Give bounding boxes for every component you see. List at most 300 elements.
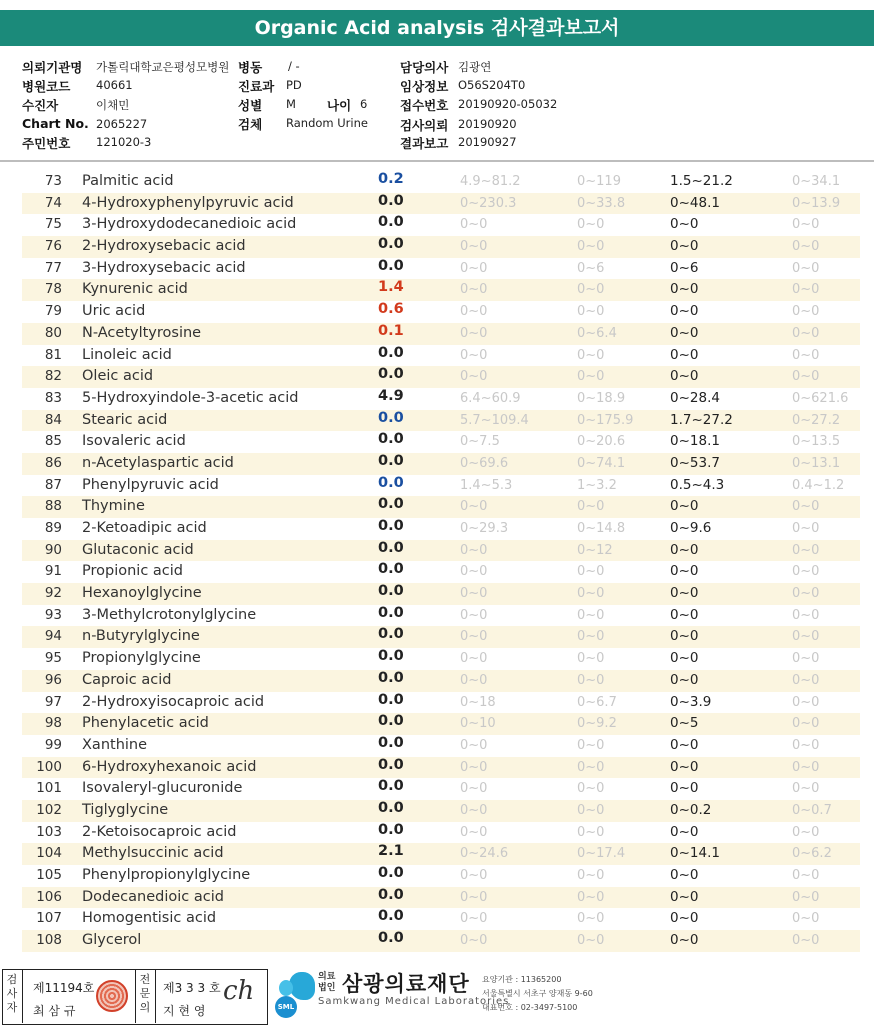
org-prefix-line1: 의료	[318, 972, 336, 982]
reference-range-2: 0~6.7	[577, 694, 617, 710]
org-prefix-line2: 법인	[318, 983, 336, 993]
reference-range-3: 0~0	[670, 498, 699, 515]
reference-range-4: 0~0	[792, 781, 820, 797]
reference-range-4: 0~0	[792, 304, 820, 320]
reference-range-3: 0~0	[670, 238, 699, 255]
reference-range-4: 0~0	[792, 369, 820, 385]
analyte-name: Caproic acid	[82, 671, 172, 688]
signature-box	[2, 969, 268, 1025]
analyte-name: Uric acid	[82, 303, 146, 320]
table-row	[22, 236, 860, 258]
reference-range-4: 0~0	[792, 716, 820, 732]
reference-range-3: 0~0	[670, 324, 699, 341]
receipt-label: 접수번호	[400, 98, 449, 113]
reference-range-2: 0~0	[577, 759, 605, 775]
result-value: 0.0	[378, 669, 404, 686]
reference-range-1: 0~0	[460, 889, 488, 905]
reference-range-3: 0~0	[670, 541, 699, 558]
row-number: 75	[44, 216, 62, 233]
reference-range-1: 0~0	[460, 260, 488, 276]
reference-range-4: 0~0	[792, 759, 820, 775]
reference-range-2: 0~0	[577, 889, 605, 905]
row-number: 91	[44, 563, 62, 580]
reference-range-3: 0~0	[670, 671, 699, 688]
row-number: 74	[44, 194, 62, 211]
reference-range-1: 0~0	[460, 759, 488, 775]
reference-range-2: 0~0	[577, 217, 605, 233]
result-value: 0.2	[378, 171, 404, 187]
reference-range-2: 0~0	[577, 651, 605, 667]
reference-range-2: 0~0	[577, 564, 605, 580]
divider	[22, 970, 23, 1023]
table-row	[22, 279, 860, 301]
row-number: 80	[44, 324, 62, 341]
reference-range-2: 0~6.4	[577, 325, 617, 341]
analyte-name: n-Acetylaspartic acid	[82, 454, 234, 471]
result-value: 0.0	[378, 518, 404, 534]
reference-range-2: 0~14.8	[577, 521, 626, 536]
reference-range-1: 0~230.3	[460, 195, 517, 211]
table-row	[22, 648, 860, 670]
analyte-name: 2-Ketoadipic acid	[82, 520, 207, 536]
row-number: 79	[44, 303, 62, 320]
institution-label: 의뢰기관명	[22, 60, 83, 75]
result-value: 0.0	[378, 257, 404, 274]
table-row	[22, 518, 860, 540]
reference-range-1: 0~0	[460, 607, 488, 623]
result-value: 0.0	[378, 366, 404, 383]
table-row	[22, 930, 860, 952]
reference-range-3: 0~0	[670, 867, 699, 883]
reference-range-1: 0~0	[460, 282, 488, 298]
reference-range-1: 0~10	[460, 716, 496, 732]
org-phone: 대표번호 : 02-3497-5100	[482, 1003, 578, 1012]
result-value: 0.0	[378, 756, 404, 773]
reference-range-4: 0~0	[792, 737, 820, 753]
table-row	[22, 605, 860, 627]
reference-range-3: 0~18.1	[670, 433, 720, 450]
analyte-name: Thymine	[82, 498, 145, 515]
row-number: 88	[44, 498, 62, 515]
analyte-name: Palmitic acid	[82, 173, 174, 189]
logo-badge: SML	[275, 996, 297, 1018]
reference-range-3: 0~53.7	[670, 454, 720, 471]
reference-range-2: 0~9.2	[577, 716, 617, 732]
reference-range-3: 0~0	[670, 563, 699, 580]
reference-range-1: 0~0	[460, 672, 488, 688]
table-row	[22, 626, 860, 648]
dept-value: PD	[286, 78, 302, 92]
table-row	[22, 410, 860, 432]
table-row	[22, 692, 860, 714]
reference-range-4: 0~0	[792, 607, 820, 623]
reference-range-4: 0~0	[792, 282, 820, 298]
table-row	[22, 475, 860, 497]
request-label: 검사의뢰	[400, 118, 449, 133]
official-seal-icon	[96, 980, 128, 1012]
reference-range-1: 0~69.6	[460, 455, 509, 471]
reference-range-2: 0~0	[577, 824, 605, 840]
reference-range-4: 0~0	[792, 347, 820, 363]
result-value: 0.0	[378, 539, 404, 556]
reference-range-2: 0~0	[577, 868, 605, 883]
reference-range-3: 0~0.2	[670, 801, 712, 818]
reference-range-1: 5.7~109.4	[460, 412, 529, 428]
row-number: 104	[36, 845, 62, 862]
reference-range-4: 0~0	[792, 651, 820, 667]
result-value: 0.0	[378, 778, 404, 795]
reference-range-4: 0~0	[792, 672, 820, 688]
result-value: 0.0	[378, 452, 404, 469]
analyte-name: N-Acetyltyrosine	[82, 324, 202, 341]
row-number: 103	[36, 823, 62, 840]
report-label: 결과보고	[400, 136, 449, 151]
reference-range-3: 0~0	[670, 650, 699, 667]
table-row	[22, 865, 860, 887]
doctor-value: 김광연	[458, 60, 492, 74]
analyte-name: Homogentisic acid	[82, 910, 217, 927]
table-row	[22, 735, 860, 757]
reference-range-3: 0~0	[670, 888, 699, 905]
sex-value: M	[286, 97, 296, 111]
table-row	[22, 908, 860, 930]
analyte-name: Oleic acid	[82, 368, 154, 385]
reference-range-2: 0~0	[577, 304, 605, 320]
rrn-label: 주민번호	[22, 136, 71, 151]
reference-range-4: 0~6.2	[792, 846, 832, 862]
table-row	[22, 670, 860, 692]
result-value: 0.0	[378, 799, 404, 816]
reference-range-2: 0~6	[577, 260, 605, 276]
row-number: 98	[44, 715, 62, 732]
org-english-name: Samkwang Medical Laboratories	[318, 996, 510, 1007]
reference-range-3: 1.5~21.2	[670, 173, 733, 189]
result-value: 0.6	[378, 301, 404, 318]
table-row	[22, 453, 860, 475]
specimen-value: Random Urine	[286, 116, 368, 130]
row-number: 92	[44, 585, 62, 602]
reference-range-1: 0~0	[460, 304, 488, 320]
tester-name: 최 삼 규	[33, 1004, 76, 1018]
reference-range-2: 0~0	[577, 672, 605, 688]
analyte-name: Xanthine	[82, 736, 148, 753]
table-row	[22, 301, 860, 323]
reference-range-1: 0~7.5	[460, 434, 500, 450]
reference-range-1: 0~0	[460, 239, 488, 255]
ward-value: / -	[288, 59, 300, 73]
table-row	[22, 345, 860, 367]
result-value: 0.1	[378, 322, 404, 339]
reference-range-3: 0~5	[670, 715, 699, 732]
result-value: 0.0	[378, 604, 404, 621]
report-footer	[0, 962, 874, 1034]
table-row	[22, 757, 860, 779]
row-number: 73	[44, 173, 62, 189]
reference-range-2: 0~0	[577, 781, 605, 797]
reference-range-4: 0~0	[792, 239, 820, 255]
result-value: 0.0	[378, 865, 404, 881]
table-row	[22, 822, 860, 844]
header-divider	[0, 160, 874, 162]
reference-range-4: 0~0	[792, 586, 820, 602]
reference-range-2: 0~0	[577, 239, 605, 255]
reference-range-4: 0~0	[792, 868, 820, 883]
reference-range-3: 0~28.4	[670, 389, 720, 406]
tester-label: 검사자	[6, 973, 18, 1014]
row-number: 78	[44, 281, 62, 298]
patient-label: 수진자	[22, 98, 59, 113]
table-row	[22, 887, 860, 909]
reference-range-3: 0.5~4.3	[670, 476, 725, 493]
result-value: 0.0	[378, 691, 404, 708]
reference-range-1: 0~0	[460, 781, 488, 797]
request-value: 20190920	[458, 117, 517, 131]
analyte-name: 3-Hydroxydodecanedioic acid	[82, 216, 297, 233]
reference-range-1: 0~0	[460, 802, 488, 818]
reference-range-1: 0~0	[460, 217, 488, 233]
reference-range-4: 0~0	[792, 325, 820, 341]
analyte-name: Phenylpyruvic acid	[82, 476, 219, 493]
reference-range-3: 0~0	[670, 585, 699, 602]
analyte-name: Glutaconic acid	[82, 541, 194, 558]
reference-range-3: 0~0	[670, 346, 699, 363]
table-row	[22, 496, 860, 518]
reference-range-3: 0~48.1	[670, 194, 720, 211]
hospital-code-value: 40661	[96, 78, 133, 92]
table-row	[22, 388, 860, 410]
row-number: 82	[44, 368, 62, 385]
analyte-name: 2-Hydroxysebacic acid	[82, 238, 246, 255]
reference-range-1: 0~0	[460, 651, 488, 667]
result-value: 0.0	[378, 583, 404, 600]
reference-range-1: 0~0	[460, 868, 488, 883]
reference-range-4: 0.4~1.2	[792, 477, 845, 493]
divider	[155, 970, 156, 1023]
reference-range-3: 0~0	[670, 780, 699, 797]
reference-range-3: 0~6	[670, 259, 699, 276]
table-row	[22, 171, 860, 193]
analyte-name: Dodecanedioic acid	[82, 888, 224, 905]
row-number: 86	[44, 454, 62, 471]
reference-range-3: 1.7~27.2	[670, 411, 733, 428]
reference-range-2: 0~175.9	[577, 412, 634, 428]
reference-range-3: 0~0	[670, 606, 699, 623]
patient-value: 이채민	[96, 98, 130, 112]
reference-range-4: 0~0	[792, 889, 820, 905]
row-number: 94	[44, 628, 62, 645]
reference-range-1: 1.4~5.3	[460, 477, 513, 493]
reference-range-3: 0~0	[670, 910, 699, 927]
analyte-name: Isovaleric acid	[82, 433, 186, 450]
reference-range-3: 0~3.9	[670, 693, 712, 710]
reference-range-3: 0~9.6	[670, 520, 712, 536]
report-value: 20190927	[458, 135, 517, 149]
result-value: 0.0	[378, 908, 404, 925]
reference-range-4: 0~0	[792, 217, 820, 233]
doctor-label: 담당의사	[400, 60, 449, 75]
reference-range-2: 0~0	[577, 737, 605, 753]
reference-range-2: 0~0	[577, 347, 605, 363]
reference-range-3: 0~0	[670, 628, 699, 645]
reference-range-2: 0~0	[577, 282, 605, 298]
clinical-info-value: O56S204T0	[458, 78, 526, 92]
reference-range-2: 0~0	[577, 607, 605, 623]
table-row	[22, 778, 860, 800]
org-type	[318, 972, 335, 994]
reference-range-3: 0~0	[670, 368, 699, 385]
result-value: 0.0	[378, 344, 404, 361]
reference-range-1: 0~0	[460, 325, 488, 341]
reference-range-2: 0~74.1	[577, 455, 626, 471]
reference-range-1: 0~0	[460, 824, 488, 840]
analyte-name: n-Butyrylglycine	[82, 628, 200, 645]
result-value: 4.9	[378, 387, 404, 404]
reference-range-1: 0~0	[460, 564, 488, 580]
result-value: 0.0	[378, 192, 404, 209]
logo-shape	[279, 980, 293, 996]
reference-range-3: 0~0	[670, 303, 699, 320]
reference-range-3: 0~0	[670, 281, 699, 298]
reference-range-1: 0~0	[460, 629, 488, 645]
reference-range-2: 0~17.4	[577, 846, 626, 862]
result-value: 0.0	[378, 713, 404, 730]
row-number: 77	[44, 259, 62, 276]
age-label: 나이	[327, 98, 352, 113]
reference-range-1: 0~29.3	[460, 521, 509, 536]
table-row	[22, 258, 860, 280]
reference-range-4: 0~13.5	[792, 434, 841, 450]
reference-range-2: 1~3.2	[577, 477, 617, 493]
row-number: 76	[44, 238, 62, 255]
table-row	[22, 540, 860, 562]
row-number: 101	[36, 780, 62, 797]
table-row	[22, 561, 860, 583]
reference-range-3: 0~0	[670, 216, 699, 233]
analyte-name: Stearic acid	[82, 411, 168, 428]
institution-value: 가톨릭대학교은평성모병원	[96, 60, 230, 74]
row-number: 96	[44, 671, 62, 688]
results-table	[22, 171, 860, 952]
ward-label: 병동	[238, 60, 263, 75]
row-number: 81	[44, 346, 62, 363]
receipt-value: 20190920-05032	[458, 97, 558, 111]
row-number: 99	[44, 736, 62, 753]
row-number: 106	[36, 888, 62, 905]
table-row	[22, 800, 860, 822]
reference-range-3: 0~0	[670, 736, 699, 753]
reference-range-2: 0~0	[577, 802, 605, 818]
analyte-name: Hexanoylglycine	[82, 585, 202, 602]
reference-range-2: 0~0	[577, 499, 605, 515]
org-code: 요양기관 : 11365200	[482, 975, 562, 984]
reference-range-1: 0~0	[460, 499, 488, 515]
reference-range-2: 0~33.8	[577, 195, 626, 211]
table-row	[22, 843, 860, 865]
reference-range-2: 0~20.6	[577, 434, 626, 450]
result-value: 0.0	[378, 886, 404, 903]
analyte-name: Phenylacetic acid	[82, 715, 209, 732]
reference-range-1: 0~24.6	[460, 846, 509, 862]
reference-range-4: 0~0	[792, 564, 820, 580]
row-number: 83	[44, 389, 62, 406]
analyte-name: 4-Hydroxyphenylpyruvic acid	[82, 194, 294, 211]
reference-range-4: 0~0	[792, 499, 820, 515]
reference-range-4: 0~0	[792, 542, 820, 558]
rrn-value: 121020-3	[96, 135, 152, 149]
org-address: 서울특별시 서초구 양재동 9-60	[482, 989, 593, 998]
analyte-name: Isovaleryl-glucuronide	[82, 780, 243, 797]
reference-range-1: 6.4~60.9	[460, 390, 521, 406]
specialist-name: 지 현 영	[163, 1004, 206, 1018]
analyte-name: Phenylpropionylglycine	[82, 867, 251, 883]
result-value: 0.0	[378, 496, 404, 513]
table-row	[22, 193, 860, 215]
analyte-name: 6-Hydroxyhexanoic acid	[82, 758, 257, 775]
result-value: 0.0	[378, 734, 404, 751]
analyte-name: Methylsuccinic acid	[82, 845, 224, 862]
reference-range-1: 0~0	[460, 586, 488, 602]
table-row	[22, 583, 860, 605]
result-value: 0.0	[378, 626, 404, 643]
dept-label: 진료과	[238, 79, 275, 94]
row-number: 89	[44, 520, 62, 536]
analyte-name: 5-Hydroxyindole-3-acetic acid	[82, 389, 299, 406]
reference-range-3: 0~14.1	[670, 845, 720, 862]
analyte-name: Linoleic acid	[82, 346, 172, 363]
row-number: 87	[44, 476, 62, 493]
report-title: Organic Acid analysis 검사결과보고서	[0, 10, 874, 46]
row-number: 108	[36, 932, 62, 949]
reference-range-1: 0~0	[460, 542, 488, 558]
org-name: 삼광의료재단	[342, 972, 470, 996]
analyte-name: Tiglyglycine	[82, 801, 169, 818]
reference-range-2: 0~0	[577, 629, 605, 645]
chart-value: 2065227	[96, 117, 148, 131]
result-value: 0.0	[378, 236, 404, 253]
analyte-name: Kynurenic acid	[82, 281, 188, 298]
reference-range-2: 0~0	[577, 369, 605, 385]
hospital-code-label: 병원코드	[22, 79, 71, 94]
age-value: 6	[360, 97, 368, 111]
patient-info	[0, 54, 874, 154]
reference-range-3: 0~0	[670, 758, 699, 775]
table-row	[22, 214, 860, 236]
clinical-info-label: 임상정보	[400, 79, 449, 94]
result-value: 1.4	[378, 279, 404, 296]
table-row	[22, 431, 860, 453]
table-row	[22, 366, 860, 388]
analyte-name: 3-Hydroxysebacic acid	[82, 259, 246, 276]
table-row	[22, 323, 860, 345]
result-value: 0.0	[378, 821, 404, 838]
reference-range-2: 0~119	[577, 174, 621, 189]
result-value: 0.0	[378, 214, 404, 231]
row-number: 85	[44, 433, 62, 450]
reference-range-2: 0~0	[577, 911, 605, 927]
analyte-name: 3-Methylcrotonylglycine	[82, 606, 257, 623]
analyte-name: Propionylglycine	[82, 650, 201, 667]
reference-range-1: 0~0	[460, 737, 488, 753]
reference-range-4: 0~0	[792, 521, 820, 536]
tester-license: 제11194호	[33, 981, 95, 995]
result-value: 0.0	[378, 561, 404, 578]
reference-range-3: 0~0	[670, 932, 699, 949]
analyte-name: 2-Hydroxyisocaproic acid	[82, 693, 265, 710]
reference-range-1: 0~0	[460, 911, 488, 927]
result-value: 0.0	[378, 648, 404, 665]
reference-range-4: 0~0	[792, 933, 820, 949]
specialist-license: 제3 3 3 호	[163, 981, 221, 995]
